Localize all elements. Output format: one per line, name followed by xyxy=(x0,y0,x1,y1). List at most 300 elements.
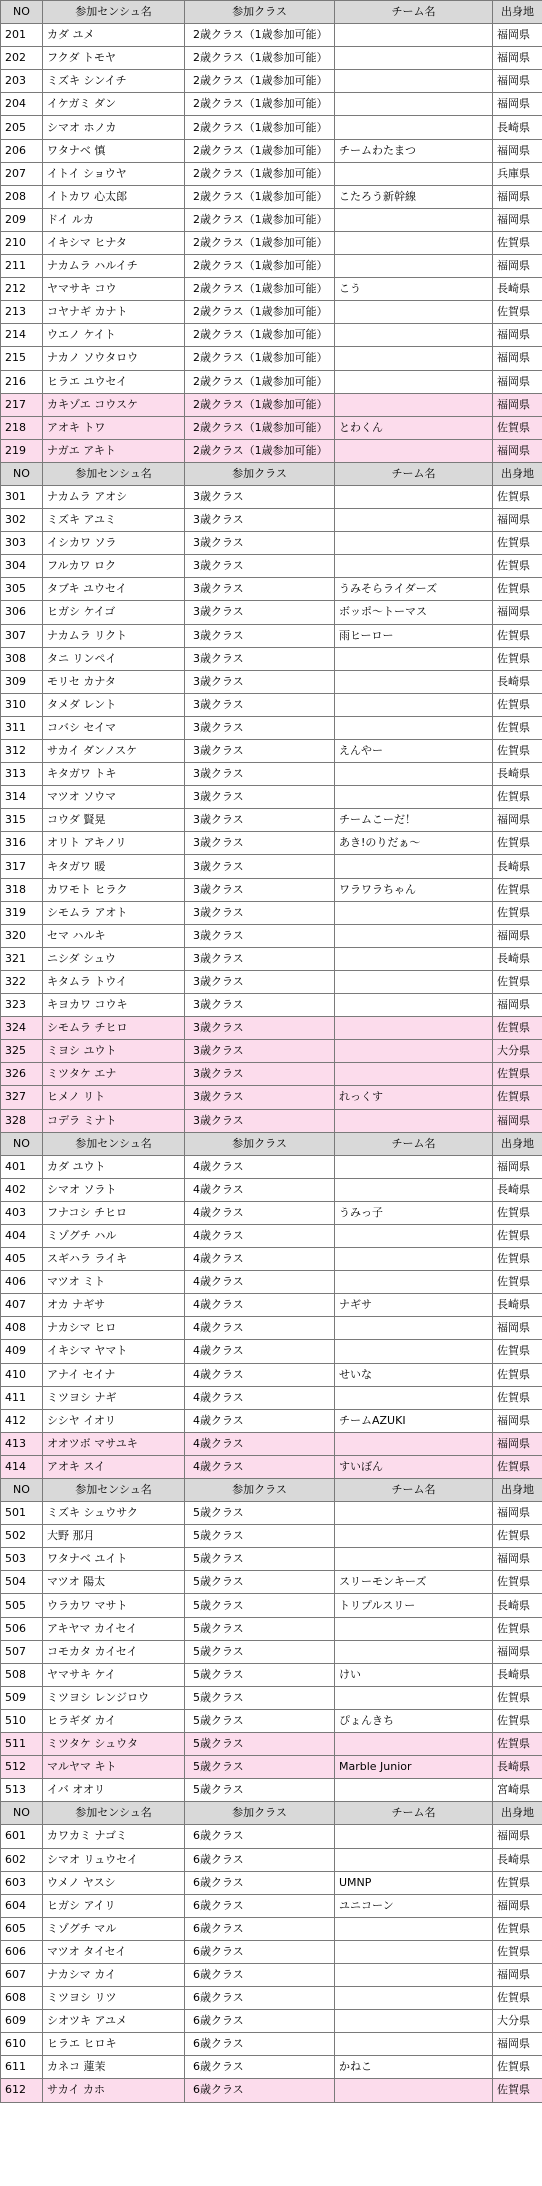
table-row xyxy=(1,832,542,855)
table-row xyxy=(1,786,542,809)
cell-class: 5歳クラス xyxy=(185,1548,335,1571)
table-row xyxy=(1,139,542,162)
cell-name: ミズキ シュウサク xyxy=(43,1502,185,1525)
table-row xyxy=(1,1756,542,1779)
cell-class: 3歳クラス xyxy=(185,578,335,601)
cell-pref: 佐賀県 xyxy=(493,2079,542,2102)
cell-team: こたろう新幹線 xyxy=(335,185,493,208)
table-row xyxy=(1,1917,542,1940)
cell-pref: 大分県 xyxy=(493,1040,542,1063)
cell-name: イトイ ショウヤ xyxy=(43,162,185,185)
cell-no: 215 xyxy=(1,347,43,370)
column-header-name: 参加センシュ名 xyxy=(43,1479,185,1502)
cell-name: タニ リンペイ xyxy=(43,647,185,670)
cell-name: キヨカワ コウキ xyxy=(43,994,185,1017)
cell-name: シモムラ チヒロ xyxy=(43,1017,185,1040)
cell-no: 324 xyxy=(1,1017,43,1040)
cell-name: オカ ナギサ xyxy=(43,1294,185,1317)
cell-no: 205 xyxy=(1,116,43,139)
cell-pref: 佐賀県 xyxy=(493,1917,542,1940)
cell-pref: 福岡県 xyxy=(493,1109,542,1132)
cell-no: 512 xyxy=(1,1756,43,1779)
cell-name: カダ ユメ xyxy=(43,24,185,47)
cell-no: 304 xyxy=(1,555,43,578)
cell-pref: 大分県 xyxy=(493,2010,542,2033)
cell-pref: 福岡県 xyxy=(493,2033,542,2056)
table-row xyxy=(1,393,542,416)
cell-class: 2歳クラス（1歳参加可能） xyxy=(185,393,335,416)
cell-name: マルヤマ キト xyxy=(43,1756,185,1779)
table-row xyxy=(1,1155,542,1178)
cell-pref: 長崎県 xyxy=(493,1663,542,1686)
cell-class: 2歳クラス（1歳参加可能） xyxy=(185,324,335,347)
cell-pref: 福岡県 xyxy=(493,1894,542,1917)
cell-team xyxy=(335,1248,493,1271)
cell-class: 6歳クラス xyxy=(185,1894,335,1917)
header-row xyxy=(1,1802,542,1825)
cell-pref: 佐賀県 xyxy=(493,301,542,324)
cell-name: ワタナベ 慎 xyxy=(43,139,185,162)
cell-team xyxy=(335,231,493,254)
cell-pref: 佐賀県 xyxy=(493,555,542,578)
cell-name: キタガワ 暖 xyxy=(43,855,185,878)
cell-name: マツオ ミト xyxy=(43,1271,185,1294)
cell-class: 2歳クラス（1歳参加可能） xyxy=(185,439,335,462)
cell-team xyxy=(335,70,493,93)
table-row xyxy=(1,1340,542,1363)
cell-pref: 佐賀県 xyxy=(493,1224,542,1247)
cell-no: 201 xyxy=(1,24,43,47)
cell-class: 5歳クラス xyxy=(185,1779,335,1802)
cell-team xyxy=(335,255,493,278)
cell-pref: 福岡県 xyxy=(493,1963,542,1986)
cell-team: チームこーだ！ xyxy=(335,809,493,832)
cell-pref: 佐賀県 xyxy=(493,1063,542,1086)
cell-pref: 長崎県 xyxy=(493,116,542,139)
cell-class: 2歳クラス（1歳参加可能） xyxy=(185,93,335,116)
cell-class: 3歳クラス xyxy=(185,1040,335,1063)
cell-team xyxy=(335,855,493,878)
cell-name: フナコシ チヒロ xyxy=(43,1201,185,1224)
cell-name: ミツタケ エナ xyxy=(43,1063,185,1086)
cell-no: 202 xyxy=(1,47,43,70)
cell-pref: 佐賀県 xyxy=(493,786,542,809)
cell-team: トリプルスリー xyxy=(335,1594,493,1617)
cell-no: 321 xyxy=(1,947,43,970)
cell-no: 210 xyxy=(1,231,43,254)
column-header-pref: 出身地 xyxy=(493,1132,542,1155)
cell-class: 3歳クラス xyxy=(185,947,335,970)
cell-class: 2歳クラス（1歳参加可能） xyxy=(185,301,335,324)
cell-no: 318 xyxy=(1,878,43,901)
cell-pref: 佐賀県 xyxy=(493,578,542,601)
cell-pref: 長崎県 xyxy=(493,1594,542,1617)
cell-class: 3歳クラス xyxy=(185,994,335,1017)
cell-team xyxy=(335,1063,493,1086)
cell-pref: 福岡県 xyxy=(493,439,542,462)
table-row xyxy=(1,624,542,647)
cell-class: 2歳クラス（1歳参加可能） xyxy=(185,208,335,231)
table-row xyxy=(1,924,542,947)
cell-team xyxy=(335,347,493,370)
table-row xyxy=(1,1409,542,1432)
cell-team: あき!のりだぁ～ xyxy=(335,832,493,855)
cell-pref: 長崎県 xyxy=(493,1294,542,1317)
cell-no: 305 xyxy=(1,578,43,601)
cell-class: 5歳クラス xyxy=(185,1663,335,1686)
column-header-no: NO xyxy=(1,462,43,485)
cell-name: ミゾグチ マル xyxy=(43,1917,185,1940)
cell-pref: 福岡県 xyxy=(493,47,542,70)
cell-class: 2歳クラス（1歳参加可能） xyxy=(185,347,335,370)
cell-team xyxy=(335,2079,493,2102)
cell-team xyxy=(335,1525,493,1548)
cell-name: オリト アキノリ xyxy=(43,832,185,855)
table-row xyxy=(1,485,542,508)
cell-no: 319 xyxy=(1,901,43,924)
cell-name: シモムラ アオト xyxy=(43,901,185,924)
cell-no: 503 xyxy=(1,1548,43,1571)
table-row xyxy=(1,185,542,208)
cell-no: 608 xyxy=(1,1987,43,2010)
cell-team: ユニコーン xyxy=(335,1894,493,1917)
cell-class: 4歳クラス xyxy=(185,1294,335,1317)
cell-name: ナカシマ カイ xyxy=(43,1963,185,1986)
cell-pref: 福岡県 xyxy=(493,1548,542,1571)
table-row xyxy=(1,509,542,532)
table-row xyxy=(1,416,542,439)
cell-name: ミズキ アユミ xyxy=(43,509,185,532)
cell-pref: 佐賀県 xyxy=(493,1386,542,1409)
cell-pref: 宮崎県 xyxy=(493,1779,542,1802)
cell-class: 6歳クラス xyxy=(185,1871,335,1894)
table-row xyxy=(1,601,542,624)
cell-team xyxy=(335,1848,493,1871)
cell-no: 501 xyxy=(1,1502,43,1525)
cell-class: 3歳クラス xyxy=(185,924,335,947)
cell-name: オオツボ マサユキ xyxy=(43,1432,185,1455)
cell-team xyxy=(335,1040,493,1063)
cell-no: 322 xyxy=(1,970,43,993)
header-row xyxy=(1,1479,542,1502)
cell-class: 2歳クラス（1歳参加可能） xyxy=(185,47,335,70)
column-header-name: 参加センシュ名 xyxy=(43,462,185,485)
cell-team: えんやー xyxy=(335,740,493,763)
cell-pref: 福岡県 xyxy=(493,208,542,231)
cell-team xyxy=(335,693,493,716)
cell-no: 317 xyxy=(1,855,43,878)
cell-no: 609 xyxy=(1,2010,43,2033)
table-row xyxy=(1,24,542,47)
table-row xyxy=(1,1663,542,1686)
cell-team xyxy=(335,47,493,70)
cell-name: ミツタケ シュウタ xyxy=(43,1733,185,1756)
cell-name: コバシ セイマ xyxy=(43,716,185,739)
cell-pref: 福岡県 xyxy=(493,994,542,1017)
cell-name: ヒラエ ヒロキ xyxy=(43,2033,185,2056)
cell-class: 5歳クラス xyxy=(185,1594,335,1617)
table-row xyxy=(1,47,542,70)
table-row xyxy=(1,255,542,278)
cell-pref: 長崎県 xyxy=(493,278,542,301)
table-row xyxy=(1,1017,542,1040)
table-row xyxy=(1,1178,542,1201)
cell-class: 3歳クラス xyxy=(185,624,335,647)
table-row xyxy=(1,878,542,901)
table-row xyxy=(1,1271,542,1294)
cell-team xyxy=(335,924,493,947)
cell-name: キタガワ トキ xyxy=(43,763,185,786)
cell-name: イケガミ ダン xyxy=(43,93,185,116)
cell-team xyxy=(335,994,493,1017)
cell-no: 409 xyxy=(1,1340,43,1363)
cell-name: セマ ハルキ xyxy=(43,924,185,947)
table-row xyxy=(1,1201,542,1224)
cell-class: 6歳クラス xyxy=(185,1825,335,1848)
cell-name: キタムラ トウイ xyxy=(43,970,185,993)
cell-team xyxy=(335,647,493,670)
cell-name: ヒガシ ケイゴ xyxy=(43,601,185,624)
cell-team: ぴょんきち xyxy=(335,1709,493,1732)
cell-team: ナギサ xyxy=(335,1294,493,1317)
cell-team: こう xyxy=(335,278,493,301)
cell-name: ナカノ ソウタロウ xyxy=(43,347,185,370)
cell-pref: 佐賀県 xyxy=(493,1617,542,1640)
cell-pref: 佐賀県 xyxy=(493,1525,542,1548)
table-row xyxy=(1,994,542,1017)
cell-class: 6歳クラス xyxy=(185,2079,335,2102)
cell-no: 513 xyxy=(1,1779,43,1802)
cell-no: 504 xyxy=(1,1571,43,1594)
cell-no: 403 xyxy=(1,1201,43,1224)
cell-no: 412 xyxy=(1,1409,43,1432)
cell-name: ヤマサキ コウ xyxy=(43,278,185,301)
cell-name: シマオ リュウセイ xyxy=(43,1848,185,1871)
cell-class: 3歳クラス xyxy=(185,509,335,532)
cell-pref: 佐賀県 xyxy=(493,416,542,439)
cell-no: 211 xyxy=(1,255,43,278)
table-row xyxy=(1,1733,542,1756)
cell-team xyxy=(335,670,493,693)
cell-class: 3歳クラス xyxy=(185,786,335,809)
cell-class: 6歳クラス xyxy=(185,1963,335,1986)
cell-team xyxy=(335,116,493,139)
table-row xyxy=(1,208,542,231)
cell-class: 3歳クラス xyxy=(185,855,335,878)
cell-no: 209 xyxy=(1,208,43,231)
table-row xyxy=(1,2033,542,2056)
column-header-team: チーム名 xyxy=(335,1479,493,1502)
table-row xyxy=(1,1317,542,1340)
cell-pref: 佐賀県 xyxy=(493,647,542,670)
cell-no: 606 xyxy=(1,1940,43,1963)
cell-pref: 佐賀県 xyxy=(493,1871,542,1894)
column-header-class: 参加クラス xyxy=(185,1,335,24)
cell-no: 314 xyxy=(1,786,43,809)
cell-no: 307 xyxy=(1,624,43,647)
column-header-pref: 出身地 xyxy=(493,1,542,24)
cell-pref: 福岡県 xyxy=(493,393,542,416)
cell-name: ヒガシ アイリ xyxy=(43,1894,185,1917)
table-row xyxy=(1,1686,542,1709)
cell-name: サカイ ダンノスケ xyxy=(43,740,185,763)
cell-class: 3歳クラス xyxy=(185,485,335,508)
cell-no: 602 xyxy=(1,1848,43,1871)
cell-team: せいな xyxy=(335,1363,493,1386)
cell-class: 3歳クラス xyxy=(185,970,335,993)
cell-name: シシヤ イオリ xyxy=(43,1409,185,1432)
cell-name: ワタナベ ユイト xyxy=(43,1548,185,1571)
cell-name: コモカタ カイセイ xyxy=(43,1640,185,1663)
table-row xyxy=(1,1248,542,1271)
cell-team xyxy=(335,1733,493,1756)
cell-class: 5歳クラス xyxy=(185,1709,335,1732)
cell-no: 406 xyxy=(1,1271,43,1294)
column-header-team: チーム名 xyxy=(335,462,493,485)
table-row xyxy=(1,1063,542,1086)
cell-class: 3歳クラス xyxy=(185,763,335,786)
cell-name: アオキ スイ xyxy=(43,1455,185,1478)
cell-pref: 長崎県 xyxy=(493,947,542,970)
cell-class: 4歳クラス xyxy=(185,1178,335,1201)
cell-team: UMNP xyxy=(335,1871,493,1894)
cell-pref: 佐賀県 xyxy=(493,1709,542,1732)
cell-team xyxy=(335,1640,493,1663)
table-row xyxy=(1,1779,542,1802)
cell-no: 214 xyxy=(1,324,43,347)
cell-no: 410 xyxy=(1,1363,43,1386)
cell-pref: 兵庫県 xyxy=(493,162,542,185)
table-row xyxy=(1,740,542,763)
cell-team: かねこ xyxy=(335,2056,493,2079)
cell-name: ウメノ ヤスシ xyxy=(43,1871,185,1894)
cell-pref: 佐賀県 xyxy=(493,693,542,716)
cell-pref: 佐賀県 xyxy=(493,1455,542,1478)
cell-team xyxy=(335,1987,493,2010)
cell-name: スギハラ ライキ xyxy=(43,1248,185,1271)
cell-class: 2歳クラス（1歳参加可能） xyxy=(185,185,335,208)
cell-pref: 福岡県 xyxy=(493,324,542,347)
cell-name: アナイ セイナ xyxy=(43,1363,185,1386)
cell-no: 605 xyxy=(1,1917,43,1940)
cell-no: 607 xyxy=(1,1963,43,1986)
cell-no: 327 xyxy=(1,1086,43,1109)
cell-no: 207 xyxy=(1,162,43,185)
cell-name: ミゾグチ ハル xyxy=(43,1224,185,1247)
cell-team xyxy=(335,324,493,347)
cell-team xyxy=(335,2010,493,2033)
cell-no: 407 xyxy=(1,1294,43,1317)
cell-name: イシカワ ソラ xyxy=(43,532,185,555)
column-header-pref: 出身地 xyxy=(493,462,542,485)
cell-team xyxy=(335,947,493,970)
cell-class: 4歳クラス xyxy=(185,1386,335,1409)
cell-name: ニシダ シュウ xyxy=(43,947,185,970)
table-row xyxy=(1,1894,542,1917)
cell-pref: 佐賀県 xyxy=(493,832,542,855)
cell-class: 3歳クラス xyxy=(185,716,335,739)
cell-no: 414 xyxy=(1,1455,43,1478)
cell-class: 6歳クラス xyxy=(185,2010,335,2033)
header-row xyxy=(1,1132,542,1155)
table-row xyxy=(1,2010,542,2033)
cell-name: ナカムラ リクト xyxy=(43,624,185,647)
cell-pref: 福岡県 xyxy=(493,139,542,162)
cell-name: ヒメノ リト xyxy=(43,1086,185,1109)
column-header-class: 参加クラス xyxy=(185,462,335,485)
cell-pref: 長崎県 xyxy=(493,1848,542,1871)
cell-class: 4歳クラス xyxy=(185,1155,335,1178)
table-row xyxy=(1,1525,542,1548)
cell-no: 326 xyxy=(1,1063,43,1086)
cell-team: うみっ子 xyxy=(335,1201,493,1224)
cell-pref: 長崎県 xyxy=(493,670,542,693)
cell-name: ミツヨシ レンジロウ xyxy=(43,1686,185,1709)
column-header-pref: 出身地 xyxy=(493,1479,542,1502)
cell-class: 5歳クラス xyxy=(185,1617,335,1640)
cell-pref: 佐賀県 xyxy=(493,878,542,901)
cell-team xyxy=(335,93,493,116)
cell-pref: 佐賀県 xyxy=(493,740,542,763)
cell-pref: 福岡県 xyxy=(493,1409,542,1432)
cell-class: 5歳クラス xyxy=(185,1756,335,1779)
column-header-class: 参加クラス xyxy=(185,1132,335,1155)
cell-class: 4歳クラス xyxy=(185,1317,335,1340)
table-row xyxy=(1,1086,542,1109)
cell-no: 312 xyxy=(1,740,43,763)
cell-name: ヒラギダ カイ xyxy=(43,1709,185,1732)
cell-team xyxy=(335,301,493,324)
table-row xyxy=(1,1502,542,1525)
cell-name: ミズキ シンイチ xyxy=(43,70,185,93)
cell-name: ナカムラ ハルイチ xyxy=(43,255,185,278)
cell-pref: 福岡県 xyxy=(493,347,542,370)
cell-no: 405 xyxy=(1,1248,43,1271)
cell-pref: 佐賀県 xyxy=(493,901,542,924)
cell-team xyxy=(335,716,493,739)
cell-no: 511 xyxy=(1,1733,43,1756)
cell-class: 3歳クラス xyxy=(185,693,335,716)
cell-name: イトカワ 心太郎 xyxy=(43,185,185,208)
table-row xyxy=(1,555,542,578)
cell-team xyxy=(335,2033,493,2056)
cell-name: コヤナギ カナト xyxy=(43,301,185,324)
cell-team xyxy=(335,485,493,508)
cell-pref: 福岡県 xyxy=(493,185,542,208)
cell-team xyxy=(335,439,493,462)
cell-name: ヒラエ ユウセイ xyxy=(43,370,185,393)
cell-name: カキゾエ コウスケ xyxy=(43,393,185,416)
cell-team xyxy=(335,1432,493,1455)
cell-team xyxy=(335,1963,493,1986)
table-row xyxy=(1,763,542,786)
cell-pref: 佐賀県 xyxy=(493,1686,542,1709)
header-row xyxy=(1,1,542,24)
cell-team xyxy=(335,1825,493,1848)
cell-pref: 佐賀県 xyxy=(493,716,542,739)
table-row xyxy=(1,901,542,924)
column-header-no: NO xyxy=(1,1479,43,1502)
cell-pref: 福岡県 xyxy=(493,370,542,393)
cell-team: うみそらライダーズ xyxy=(335,578,493,601)
table-row xyxy=(1,116,542,139)
cell-pref: 福岡県 xyxy=(493,809,542,832)
cell-team: とわくん xyxy=(335,416,493,439)
cell-pref: 福岡県 xyxy=(493,1317,542,1340)
cell-class: 3歳クラス xyxy=(185,532,335,555)
cell-pref: 佐賀県 xyxy=(493,1571,542,1594)
column-header-name: 参加センシュ名 xyxy=(43,1132,185,1155)
